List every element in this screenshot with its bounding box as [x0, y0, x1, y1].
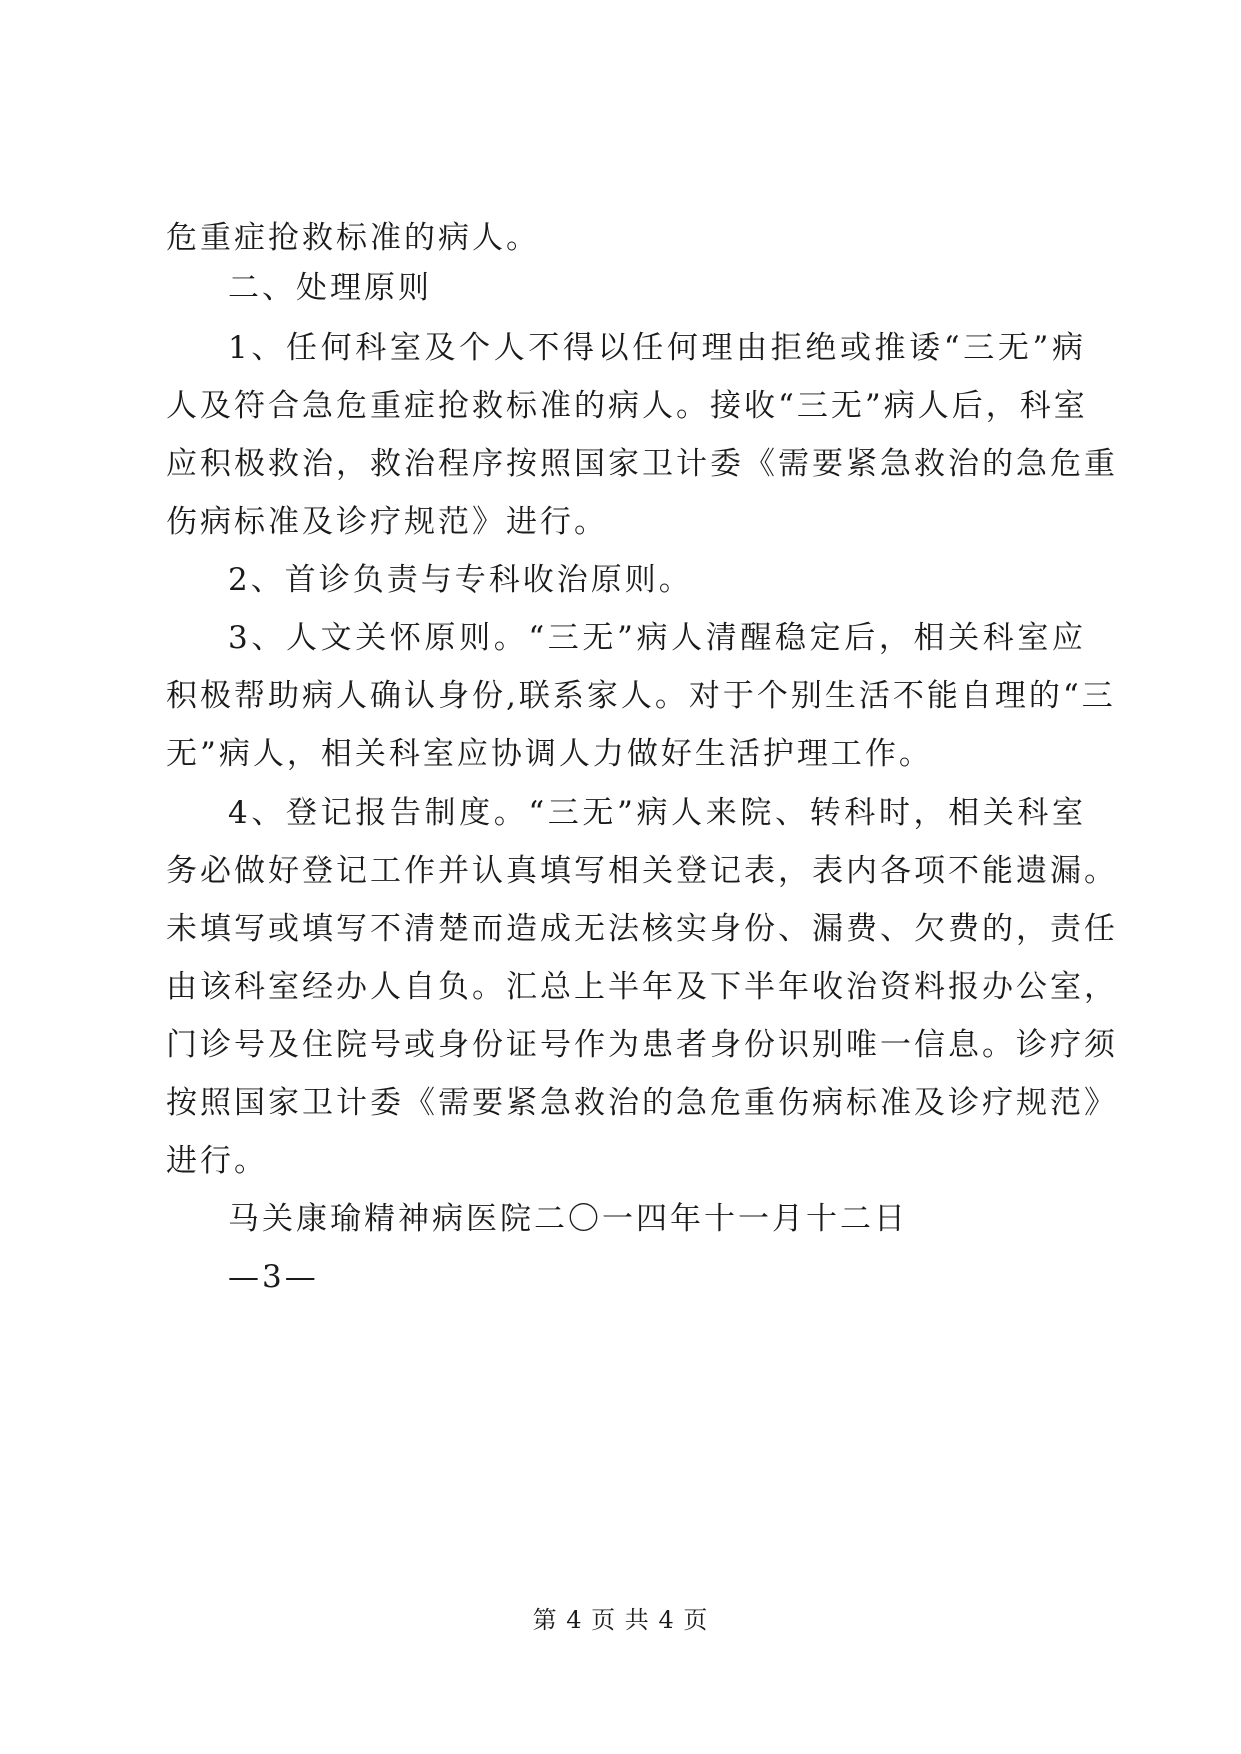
- paragraph-line: 由该科室经办人自负。汇总上半年及下半年收治资料报办公室，: [166, 969, 1118, 1005]
- paragraph-line: 积极帮助病人确认身份,联系家人。对于个别生活不能自理的“三: [166, 678, 1116, 714]
- section-heading: 二、处理原则: [228, 270, 432, 306]
- paragraph-line: 2、首诊负责与专科收治原则。: [228, 562, 693, 598]
- paragraph-line: 4、登记报告制度。“三无”病人来院、转科时，相关科室: [228, 795, 1086, 831]
- paragraph-line: 1、任何科室及个人不得以任何理由拒绝或推诿“三无”病: [228, 330, 1086, 366]
- inner-page-number: —3—: [228, 1259, 319, 1295]
- paragraph-line: 危重症抢救标准的病人。: [166, 220, 540, 256]
- paragraph-line: 按照国家卫计委《需要紧急救治的急危重伤病标准及诊疗规范》: [166, 1085, 1118, 1121]
- paragraph-line: 应积极救治，救治程序按照国家卫计委《需要紧急救治的急危重: [166, 446, 1118, 482]
- signature-date-line: 马关康瑜精神病医院二〇一四年十一月十二日: [228, 1201, 908, 1237]
- paragraph-line: 未填写或填写不清楚而造成无法核实身份、漏费、欠费的，责任: [166, 911, 1118, 947]
- paragraph-line: 伤病标准及诊疗规范》进行。: [166, 504, 608, 540]
- paragraph-line: 无”病人，相关科室应协调人力做好生活护理工作。: [166, 736, 933, 772]
- paragraph-line: 进行。: [166, 1143, 268, 1179]
- paragraph-line: 门诊号及住院号或身份证号作为患者身份识别唯一信息。诊疗须: [166, 1027, 1118, 1063]
- paragraph-line: 务必做好登记工作并认真填写相关登记表，表内各项不能遗漏。: [166, 853, 1118, 889]
- page-footer: 第 4 页 共 4 页: [532, 1606, 709, 1634]
- paragraph-line: 3、人文关怀原则。“三无”病人清醒稳定后，相关科室应: [228, 620, 1086, 656]
- paragraph-line: 人及符合急危重症抢救标准的病人。接收“三无”病人后，科室: [166, 388, 1088, 424]
